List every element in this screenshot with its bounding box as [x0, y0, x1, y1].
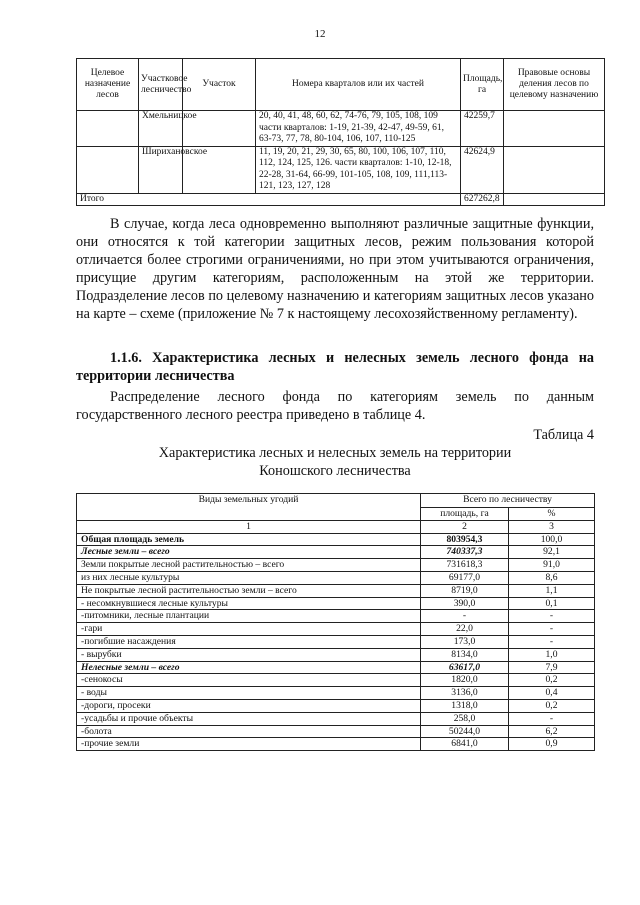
cell-area: 3136,0 — [421, 687, 509, 700]
section-heading-text: 1.1.6. Характеристика лесных и нелесных земель лесного фонда на территории лесничества — [76, 350, 594, 384]
cell-district-forestry: Ширихановское — [139, 146, 183, 193]
cell-area: 1318,0 — [421, 699, 509, 712]
cell-percent: - — [509, 712, 595, 725]
cell-district-forestry: Хмельницкое — [139, 111, 183, 147]
table-row — [77, 623, 595, 636]
table-title — [76, 445, 594, 480]
paragraph-protective-functions — [76, 215, 594, 324]
cell-area: 69177,0 — [421, 571, 509, 584]
cell-percent: 0,4 — [509, 687, 595, 700]
table-header-row — [77, 494, 595, 508]
table-row — [77, 648, 595, 661]
page-number: 12 — [314, 28, 326, 40]
cell-land-kind: -дороги, просеки — [77, 699, 421, 712]
total-empty — [504, 193, 605, 205]
cell-area: 740337,3 — [421, 546, 509, 559]
cell-percent: - — [509, 623, 595, 636]
table-row — [77, 738, 595, 751]
cell-land-kind: Земли покрытые лесной растительностью – всего — [77, 559, 421, 572]
cell-land-kind: - несомкнувшиеся лесные культуры — [77, 597, 421, 610]
cell-percent: 6,2 — [509, 725, 595, 738]
header-area: Площадь, га — [461, 59, 504, 111]
cell-area: 390,0 — [421, 597, 509, 610]
cell-land-kind: Общая площадь земель — [77, 533, 421, 546]
header-purpose: Целевое назначение лесов — [77, 59, 139, 111]
cell-land-kind: из них лесные культуры — [77, 571, 421, 584]
cell-percent: 92,1 — [509, 546, 595, 559]
header-area: площадь, га — [421, 508, 509, 521]
column-number: 2 — [421, 520, 509, 533]
cell-land-kind: -погибшие насаждения — [77, 635, 421, 648]
table-title-line: Коношского лесничества — [259, 462, 411, 479]
table-row — [77, 725, 595, 738]
cell-area: 803954,3 — [421, 533, 509, 546]
table-row — [77, 546, 595, 559]
table-row — [77, 584, 595, 597]
table-row — [77, 674, 595, 687]
table-label: Таблица 4 — [533, 427, 594, 443]
total-area: 627262,8 — [461, 193, 504, 205]
land-categories-table — [76, 493, 595, 751]
cell-area: 173,0 — [421, 635, 509, 648]
cell-percent: - — [509, 635, 595, 648]
paragraph-text: В случае, когда леса одновременно выполняют различные защитные функции, они относятся к той категории защитных лесов, режим пользования которой отличается более строгими ограничениями, но при этом учитываются ограничения, присущие другим категориям, расположенным на этой же территории. Подразделение лесов по целевому назначению и категориям защитных лесов указано на карте – схеме (приложение № 7 к настоящему лесохозяйственному регламенту). — [76, 216, 594, 323]
section-heading — [76, 349, 594, 385]
cell-area: 42624,9 — [461, 146, 504, 193]
cell-percent: 0,9 — [509, 738, 595, 751]
cell-area: 8719,0 — [421, 584, 509, 597]
cell-percent: 100,0 — [509, 533, 595, 546]
column-number: 1 — [77, 520, 421, 533]
table-row — [77, 111, 605, 147]
cell-area: - — [421, 610, 509, 623]
cell-percent: 91,0 — [509, 559, 595, 572]
protective-forests-table — [76, 58, 605, 206]
table-row — [77, 571, 595, 584]
table-row — [77, 661, 595, 674]
table-row — [77, 610, 595, 623]
table-row — [77, 712, 595, 725]
cell-purpose — [77, 111, 139, 147]
cell-area: 8134,0 — [421, 648, 509, 661]
header-land-kind: Виды земельных угодий — [77, 494, 421, 521]
cell-percent: 1,0 — [509, 648, 595, 661]
header-percent: % — [509, 508, 595, 521]
cell-land-kind: Нелесные земли – всего — [77, 661, 421, 674]
table-row — [77, 699, 595, 712]
cell-area: 258,0 — [421, 712, 509, 725]
header-site: Участок — [183, 59, 256, 111]
table-header-row — [77, 59, 605, 111]
cell-legal-basis — [504, 111, 605, 147]
table-row — [77, 687, 595, 700]
cell-area: 63617,0 — [421, 661, 509, 674]
cell-quarters: 11, 19, 20, 21, 29, 30, 65, 80, 100, 106, 107, 110, 112, 124, 125, 126. части кварталов: 1-10, 12-18, 22-28, 31-64, 66-99, 101-105, 108, 109, 111,113-121, 123, 127, 128 — [256, 146, 461, 193]
paragraph-text: Распределение лесного фонда по категориям земель по данным государственного лесного реестра приведено в таблице 4. — [76, 389, 594, 424]
cell-percent: 1,1 — [509, 584, 595, 597]
cell-percent: 0,2 — [509, 699, 595, 712]
cell-land-kind: -усадьбы и прочие объекты — [77, 712, 421, 725]
cell-land-kind: -питомники, лесные плантации — [77, 610, 421, 623]
cell-land-kind: - воды — [77, 687, 421, 700]
cell-area: 731618,3 — [421, 559, 509, 572]
table-row — [77, 533, 595, 546]
cell-quarters: 20, 40, 41, 48, 60, 62, 74-76, 79, 105, 108, 109 части кварталов: 1-19, 21-39, 42-47, 49-59, 61, 63-73, 77, 78, 80-104, 106, 107, 110-125 — [256, 111, 461, 147]
cell-percent: 8,6 — [509, 571, 595, 584]
cell-area: 6841,0 — [421, 738, 509, 751]
cell-area: 42259,7 — [461, 111, 504, 147]
cell-land-kind: Не покрытые лесной растительностью земли – всего — [77, 584, 421, 597]
total-label: Итого — [77, 193, 461, 205]
table-title-line: Характеристика лесных и нелесных земель на территории — [158, 445, 512, 461]
table-column-numbers — [77, 520, 595, 533]
table-row — [77, 597, 595, 610]
table-total-row — [77, 193, 605, 205]
header-quarters: Номера кварталов или их частей — [256, 59, 461, 111]
cell-purpose — [77, 146, 139, 193]
cell-percent: 0,2 — [509, 674, 595, 687]
cell-land-kind: Лесные земли – всего — [77, 546, 421, 559]
cell-percent: - — [509, 610, 595, 623]
cell-land-kind: -гари — [77, 623, 421, 636]
header-legal-basis: Правовые основы деления лесов по целевому назначению — [504, 59, 605, 111]
cell-percent: 0,1 — [509, 597, 595, 610]
header-district-forestry: Участковое лесничество — [139, 59, 183, 111]
cell-land-kind: -прочие земли — [77, 738, 421, 751]
cell-land-kind: - вырубки — [77, 648, 421, 661]
cell-area: 1820,0 — [421, 674, 509, 687]
table-row — [77, 559, 595, 572]
table-row — [77, 146, 605, 193]
cell-land-kind: -болота — [77, 725, 421, 738]
cell-area: 22,0 — [421, 623, 509, 636]
cell-area: 50244,0 — [421, 725, 509, 738]
table-row — [77, 635, 595, 648]
cell-legal-basis — [504, 146, 605, 193]
header-total: Всего по лесничеству — [421, 494, 595, 508]
column-number: 3 — [509, 520, 595, 533]
cell-land-kind: -сенокосы — [77, 674, 421, 687]
paragraph-land-distribution — [76, 388, 594, 424]
cell-percent: 7,9 — [509, 661, 595, 674]
